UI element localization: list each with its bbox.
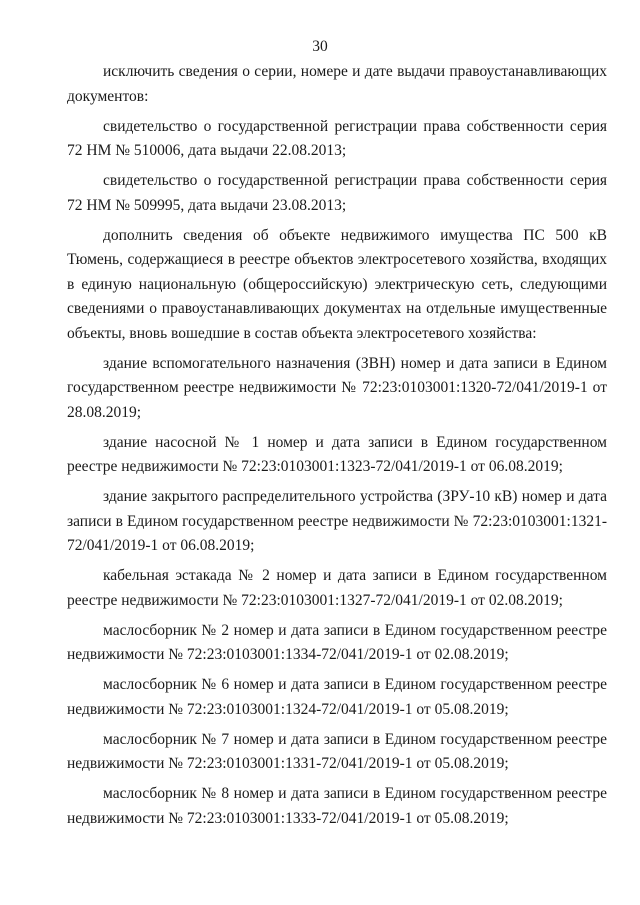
- paragraph-oil-collector-6: маслосборник № 6 номер и дата записи в Едином государственном реестре недвижимости № 72:23:0103001:1324-72/041/2019-1 от 05.08.2019;: [67, 676, 607, 718]
- paragraph-cable-rack-2: кабельная эстакада № 2 номер и дата записи в Едином государственном реестре недвижимости № 72:23:0103001:1327-72/041/2019-1 от 02.08.2019;: [67, 567, 607, 609]
- paragraph-supplement-info: дополнить сведения об объекте недвижимого имущества ПС 500 кВ Тюмень, содержащиеся в реестре объектов электросетевого хозяйства, входящих в единую национальную (общероссийскую) электрическую сеть, следующими сведениями о правоустанавливающих документах на отдельные имущественные объекты, вновь вошедшие в состав объекта электросетевого хозяйства:: [67, 226, 607, 342]
- paragraph-certificate-510006: свидетельство о государственной регистрации права собственности серия 72 НМ № 510006, дата выдачи 22.08.2013;: [67, 117, 607, 159]
- document-body: [67, 60, 607, 837]
- paragraph-oil-collector-8: маслосборник № 8 номер и дата записи в Едином государственном реестре недвижимости № 72:23:0103001:1333-72/041/2019-1 от 05.08.2019;: [67, 785, 607, 827]
- paragraph-certificate-509995: свидетельство о государственной регистрации права собственности серия 72 НМ № 509995, дата выдачи 23.08.2013;: [67, 172, 607, 214]
- paragraph-oil-collector-7: маслосборник № 7 номер и дата записи в Едином государственном реестре недвижимости № 72:23:0103001:1331-72/041/2019-1 от 05.08.2019;: [67, 730, 607, 772]
- paragraph-zru-building: здание закрытого распределительного устройства (ЗРУ-10 кВ) номер и дата записи в Едином государственном реестре недвижимости № 72:23:0103001:1321-72/041/2019-1 от 06.08.2019;: [67, 488, 607, 554]
- paragraph-oil-collector-2: маслосборник № 2 номер и дата записи в Едином государственном реестре недвижимости № 72:23:0103001:1334-72/041/2019-1 от 02.08.2019;: [67, 621, 607, 663]
- paragraph-exclude-info: исключить сведения о серии, номере и дате выдачи правоустанавливающих документов:: [67, 63, 607, 105]
- page-number: 30: [312, 38, 328, 55]
- paragraph-pump-building-1: здание насосной № 1 номер и дата записи в Едином государственном реестре недвижимости № 72:23:0103001:1323-72/041/2019-1 от 06.08.2019;: [67, 433, 607, 475]
- paragraph-zvn-building: здание вспомогательного назначения (ЗВН) номер и дата записи в Едином государственном реестре недвижимости № 72:23:0103001:1320-72/041/2019-1 от 28.08.2019;: [67, 354, 607, 421]
